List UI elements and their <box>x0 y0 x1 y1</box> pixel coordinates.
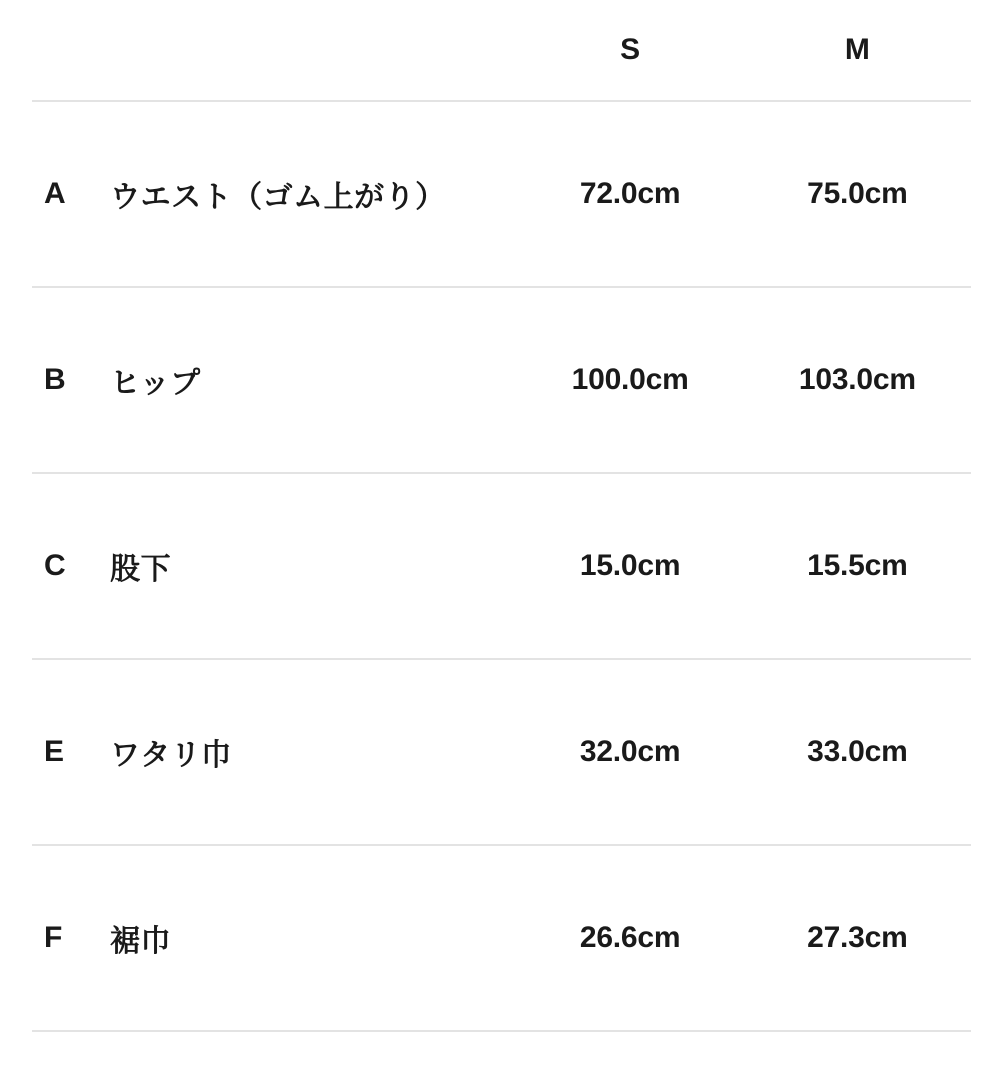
row-code: C <box>44 549 66 582</box>
row-value-s: 72.0cm <box>579 177 681 210</box>
bottom-spacer <box>32 1032 971 1078</box>
header-size-s: S <box>620 33 641 66</box>
row-code: A <box>44 177 66 210</box>
row-label: 股下 <box>110 553 172 586</box>
row-value-s: 26.6cm <box>579 921 681 954</box>
row-value-m: 27.3cm <box>807 921 908 954</box>
table-row <box>32 473 971 659</box>
table-row <box>32 845 971 1031</box>
table-header <box>32 0 971 101</box>
row-value-m: 75.0cm <box>807 177 908 210</box>
table-row <box>32 101 971 287</box>
row-label: 裾巾 <box>110 925 172 958</box>
row-value-m: 103.0cm <box>798 363 916 396</box>
row-value-s: 32.0cm <box>579 735 681 768</box>
row-code: B <box>44 363 66 396</box>
row-label: ヒップ <box>110 367 201 400</box>
table-row <box>32 287 971 473</box>
row-code: F <box>44 921 63 954</box>
header-code-blank <box>32 0 110 101</box>
table-row <box>32 659 971 845</box>
row-value-s: 15.0cm <box>579 549 681 582</box>
header-label-blank <box>110 0 516 101</box>
row-label: ワタリ巾 <box>110 739 232 772</box>
size-chart-table <box>32 0 971 1032</box>
table-header-row <box>32 0 971 101</box>
table-body <box>32 101 971 1031</box>
row-value-m: 15.5cm <box>807 549 908 582</box>
row-value-s: 100.0cm <box>571 363 689 396</box>
row-value-m: 33.0cm <box>807 735 908 768</box>
row-label: ウエスト（ゴム上がり） <box>110 181 446 214</box>
header-size-m: M <box>844 33 870 66</box>
row-code: E <box>44 735 65 768</box>
